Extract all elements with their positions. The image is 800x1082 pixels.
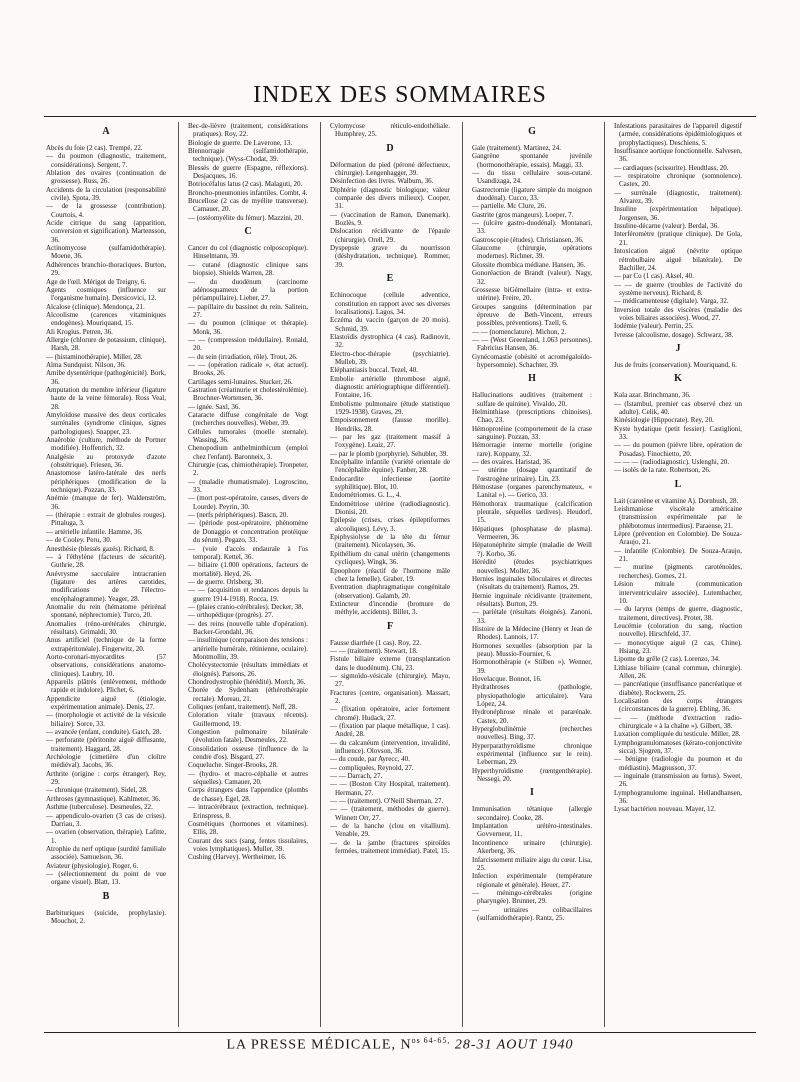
index-entry: — — (compression médullaire). Ronald, 20.: [188, 335, 308, 353]
index-entry: Anesthésie (blessés gazés). Richard, 8.: [46, 544, 155, 553]
index-entry: Gastrectomie (ligature simple du moignon duodénal). Cucco, 33.: [472, 185, 592, 203]
index-entry: Acide citrique du sang (apparition, conversion et signification). Martensson, 36.: [46, 219, 166, 244]
index-entry: Lysat bactérien nouveau. Mayer, 12.: [614, 805, 716, 814]
section-letter: C: [244, 226, 252, 238]
index-entry: Inversion totale des viscères (maladie des voies biliaires associées). Wood, 27.: [614, 305, 742, 322]
index-entry: — urinaires colibacillaires (sulfamidothérapie). Rantz, 25.: [472, 905, 592, 922]
index-entry: — — (méthode d'extraction radio-chirurgicale « à la chaîne »). Gilbert, 38.: [614, 713, 742, 730]
index-entry: Endométriomes. G. L., 4.: [330, 491, 402, 500]
index-entry: — orthopédique (progrès). 27.: [188, 611, 274, 620]
index-entry: Kyste hydatique (petit fessier). Castiglioni, 33.: [614, 424, 742, 441]
index-entry: — intracérébraux (extraction, technique). Erinspress, 8.: [188, 803, 308, 820]
index-entry: — — (acquisition et tendances depuis la guerre 1914-1918). Rocca, 19.: [188, 586, 308, 603]
index-entry: Anomalies (réno-urétérales chirurgie, résultats). Grimaldi, 30.: [46, 619, 166, 636]
index-entry: — — de guerre (troubles de l'activité du système nerveux). Richard, 8.: [614, 280, 742, 297]
index-entry: Eczéma du vaccin (garçon de 20 mois). Schmid, 39.: [330, 316, 450, 333]
index-entry: — (mort post-opératoire, causes, divers de Lourde). Peyrin, 30.: [188, 494, 308, 511]
index-entry: Gonoréaction de Brandt (valeur). Nagy, 32.: [472, 269, 592, 286]
index-entry: — — (traitement). O'Neill Sherman, 27.: [330, 797, 444, 806]
index-entry: Agents cosmiques (influence sur l'organisme humain). Dersicovici, 12.: [46, 285, 166, 303]
index-entry: Hémostase (organes parenchymateux, « Lanital »). — Gerico, 33.: [472, 483, 592, 500]
index-entry: — — — (radiodiagnostic). Uslenghi, 20.: [614, 458, 730, 467]
index-entry: Luxation compliquée du testicule. Miller, 28.: [614, 730, 741, 739]
index-entry: — de Cooley. Peru, 30.: [46, 536, 112, 545]
index-entry: — (morphologie et activité de la vésicule biliaire). Sorce, 33.: [46, 711, 166, 728]
index-entry: Cataracte diffuse congénitale de Vogt (recherches nouvelles). Weber, 39.: [188, 411, 308, 428]
index-entry: Hyperparathyroïdisme chronique expérimental (influence sur le rein). Leberman, 29.: [472, 741, 592, 767]
index-entry: Aorto-coronari-myocardites (57 observations, considérations anatomo-cliniques). Laubry, 10.: [46, 652, 166, 678]
top-rule: [44, 116, 756, 117]
index-entry: Echinocoque (cellule adventice, constitution en rapport avec ses diverses localisations). Lagos, 34.: [330, 291, 450, 316]
index-entry: — (maladie rhumatismale). Logroscino, 33.: [188, 477, 308, 495]
index-entry: Hydronéphrose rénale et pararénale. Castex, 20.: [472, 708, 592, 725]
index-column-3: [330, 122, 450, 1027]
bottom-rule: [44, 1032, 756, 1033]
index-entry: Epiphysiolyse de la tête du fémur (traitement). Nicolaysen, 36.: [330, 533, 450, 550]
index-entry: Botriocéfalus latus (2 cas). Malaguti, 20.: [188, 180, 303, 189]
index-entry: Cushing (Harvey). Wertheimer, 16.: [188, 853, 287, 862]
section-letter: H: [528, 373, 536, 385]
index-entry: Chenopodium anthelminthicum (emploi chez l'enfant). Baronneix, 3.: [188, 444, 308, 461]
index-entry: Biologie de guerre. De Laverone, 13.: [188, 138, 293, 147]
index-entry: Alma Sundquist. Nilson, 36.: [46, 360, 126, 369]
index-entry: Actinomycose (sulfamidothérapie). Moene, 36.: [46, 244, 166, 261]
page-title: INDEX DES SOMMAIRES: [253, 82, 547, 108]
index-entry: Consolidation osseuse (influence de la cendre d'os). Bisgard, 27.: [188, 744, 308, 762]
index-entry: — surrénale (diagnostic, traitement). Alvarez, 39.: [614, 188, 742, 206]
index-entry: Hémoprotéine (comportement de la crase sanguine). Pozzan, 33.: [472, 424, 592, 441]
index-entry: Endométriose utérine (radiodiagnostic). Dionisi, 20.: [330, 499, 450, 517]
index-entry: — de la jambe (fractures spiroïdes fermées, traitement immédiat). Patel, 15.: [330, 838, 450, 856]
index-entry: — — (West Greenland, 1.063 personnes). Fabricius Hansen, 36.: [472, 335, 592, 353]
index-entry: — par le plomb (porphyrie). Sehubler, 39.: [330, 449, 449, 458]
index-entry: Infestations parasitaires de l'appareil digestif (armée, considérations épidémiologiques et prophylactiques). Deschiens, 5.: [614, 122, 742, 147]
index-entry: Endocardite infectieuse (aortite syphilitique). Blot, 10.: [330, 474, 450, 492]
index-column-1: [46, 122, 166, 1027]
index-entry: Hydrathroses (pathologie, physiopathologie articulaire). Vara López, 24.: [472, 683, 592, 708]
index-entry: Castration (créatinurie et cholestérolémie). Brochner-Wortensen, 36.: [188, 385, 308, 403]
section-letter: F: [386, 620, 394, 632]
index-entry: Lésion mitrale (communication interventriculaire associée). Lutembacher, 10.: [614, 580, 742, 605]
index-entry: Grossesse biGémellaire (intra- et extra-utérine). Freire, 20.: [472, 285, 592, 303]
index-entry: Analgésie au protoxyde d'azote (obstétrique). Friesen, 36.: [46, 452, 166, 470]
index-entry: — du larynx (temps de guerre, diagnostic, traitement, directives). Protet, 38.: [614, 605, 742, 622]
section-letter: E: [386, 273, 394, 285]
index-entry: Allergie (chlorure de potassium, clinique), Harsh, 28.: [46, 335, 166, 353]
column-divider: [604, 122, 605, 1027]
index-entry: Appendicite aiguë (étiologie, expérimentation animale). Denis, 27.: [46, 694, 166, 712]
column-divider: [178, 122, 179, 1027]
index-entry: Adhérences branchio-thoraciques. Burton, 29.: [46, 260, 166, 278]
index-entry: Fistule biliaire externe (transplantation dans le duodénum). Chi, 23.: [330, 655, 450, 672]
index-entry: Diphtérie (diagnostic biologique; valeur comparée des divers milieux). Cooper, 31.: [330, 185, 450, 211]
index-entry: Amputation du membre inférieur (ligature haute de la veine fémorale). Ross Veal, 28.: [46, 385, 166, 411]
index-entry: Age de l'œil. Mérigot de Treigny, 6.: [46, 277, 147, 286]
index-entry: Insuline (expérimentation hépatique). Jorgensen, 36.: [614, 205, 742, 222]
index-entry: Hémothorax traumatique (calcification pleurale, séquelles tardives). Heudorf, 15.: [472, 499, 592, 525]
index-entry: — (ulcère gastro-duodénal). Montanari, 33.: [472, 219, 592, 236]
index-entry: Courant des sucs (sang, fentes tissulaires, voies lymphatiques). Muller, 39.: [188, 836, 308, 853]
index-entry: Gale (traitement). Martinez, 24.: [472, 144, 562, 152]
index-entry: — de guerre. Orlsberg, 30.: [188, 577, 264, 586]
index-entry: — — (opération radicale », état actuel). Brooks, 26.: [188, 360, 308, 378]
index-entry: Cellules tumorales (moelle sternale). Wassing, 36.: [188, 427, 308, 445]
index-entry: Incontinence urinaire (chirurgie). Akerberg, 36.: [472, 838, 592, 856]
index-entry: — chronique (traitement). Sidel, 28.: [46, 786, 148, 795]
index-entry: Epithélium du canal utérin (changements cycliques). Wingk, 36.: [330, 549, 450, 567]
index-entry: Insuffisance aortique fonctionnelle. Salvesen, 36.: [614, 147, 742, 164]
index-entry: — des ovaires. Haristad, 36.: [472, 458, 552, 467]
index-entry: Ali Krogius. Petren, 36.: [46, 327, 113, 336]
index-entry: Gynécomastie (obésité et acromégaloïdo-hypersomnie). Schachter, 39.: [472, 352, 592, 369]
index-entry: — utérine (dosage quantitatif de l'œstrogène urinaire). Lin, 23.: [472, 466, 592, 483]
footer-numbers: os 64-65,: [411, 1036, 451, 1045]
index-entry: — appendiculo-ovarien (3 cas de crises). Darriau, 3.: [46, 811, 166, 828]
index-entry: Leishmaniose viscérale américaine (transmission expérimentale par le phlébotomus intermedius). Paraense, 21.: [614, 505, 742, 530]
index-entry: — — (traitement, méthodes de guerre). Winnett Orr, 27.: [330, 805, 450, 822]
index-entry: Lipome du grêle (2 cas). Lorenzo, 34.: [614, 655, 720, 664]
index-entry: Lymphogranulomatoses (kérato-conjonctivite sicca). Sjogren, 37.: [614, 738, 742, 756]
index-entry: Désinfection des livres. Walbum, 36.: [330, 177, 434, 186]
index-entry: Jus de fruits (conservation). Mouriquand, 6.: [614, 360, 737, 369]
index-entry: — (histaminothérapie). Miller, 28.: [46, 352, 143, 361]
index-entry: Hépatiques (phosphatase de plasma). Vermeeren, 36.: [472, 524, 592, 542]
index-entry: — (plaies cranio-cérébrales). Decker, 38.: [188, 602, 304, 611]
index-entry: Anaérobie (culture, méthode de Portner modifiée). Hoffenrich, 32.: [46, 436, 166, 453]
column-divider: [320, 122, 321, 1027]
column-divider: [462, 122, 463, 1027]
index-entry: Congestion pulmonaire bilatérale (évolution fatale). Desmeules, 22.: [188, 728, 308, 745]
index-entry: — pariétale (résultats éloignés). Zanoni, 33.: [472, 608, 592, 625]
index-entry: Chirurgie (cas, chimiothérapie). Tronpeter, 2.: [188, 461, 308, 478]
index-entry: Epilepsie (crises, crises épileptiformes alcooliques). Lévy, 3.: [330, 516, 450, 533]
index-entry: Hépatonéphrite simple (maladie de Weill ?). Korbo, 36.: [472, 541, 592, 558]
index-entry: Cartilages semi-lunaires. Stucker, 26.: [188, 377, 293, 386]
index-entry: Infection expérimentale (température régionale et générale). Heuer, 27.: [472, 872, 592, 889]
index-entry: — sigmoïdo-vésicale (chirurgie). Mayo, 27.: [330, 671, 450, 689]
index-entry: Leucémie (coloration du sang, réaction nouvelle). Hirschfeld, 37.: [614, 621, 742, 639]
index-entry: — du poumon (clinique et thérapie). Monk, 36.: [188, 319, 308, 336]
index-entry: — du duodénum (carcinome adénosquameux de la portion périampullaire). Lieber, 27.: [188, 277, 308, 303]
index-entry: Atrophie du nerf optique (surdité familiale associée). Samuelson, 36.: [46, 844, 166, 862]
index-entry: Alcalose (clinique). Mendonça, 21.: [46, 302, 145, 311]
index-entry: Déformation du pied (péroné défectueux, chirurgie). Lengenhagger, 39.: [330, 160, 450, 178]
index-entry: — (fixation opératoire, acier fortement chromé). Hudack, 27.: [330, 705, 450, 722]
index-entry: — isolés de la rate. Robertson, 26.: [614, 466, 711, 475]
index-entry: Eventration diaphragmatique congénitale (observation). Galamb, 20.: [330, 583, 450, 600]
index-entry: Infarcissement miliaire aigu du cœur. Lisa, 25.: [472, 855, 592, 872]
index-entry: Fausse diarrhée (1 cas). Roy, 22.: [330, 638, 422, 647]
index-entry: — infantile (Colombie). De Souza-Araujo, 21.: [614, 546, 742, 564]
index-entry: Hallucinations auditives (traitement : sulfate de quinine). Vivaldo, 20.: [472, 391, 592, 408]
index-entry: Hérédité (études psychiatriques nouvelles). Moller, 36.: [472, 558, 592, 575]
index-entry: Lèpre (prévention en Colombie). De Souza-Araujo, 21.: [614, 530, 742, 547]
index-entry: Hernie inguinale récidivante (traitement, résultats). Burton, 29.: [472, 591, 592, 608]
index-entry: Ivresse (alcoolisme, dosage). Schwarz, 38.: [614, 330, 734, 339]
index-entry: Histoire de la Médecine (Henry et Jean de Rhodes). Lannois, 17.: [472, 624, 592, 642]
index-entry: — murine (pigments caroténoïdes, recherches). Gomes, 21.: [614, 563, 742, 580]
index-entry: Fractures (centre, organisation). Massart, 2.: [330, 688, 450, 705]
index-entry: Elastoïdis dystrophica (4 cas). Radinovit, 32.: [330, 332, 450, 350]
index-entry: Broncho-pneumonies infantiles. Combt, 4.: [188, 188, 308, 197]
index-entry: — insulinique (comparaison des tensions : artérielle humérale, rétinienne, oculaire). Montmollin, 39.: [188, 636, 308, 661]
index-entry: Ablation des ovaires (continuation de grossesse). Russ, 26.: [46, 169, 166, 186]
footer-journal: LA PRESSE MÉDICALE, N: [226, 1037, 412, 1053]
index-entry: Cholécystectomie (résultats immédiats et éloignés). Parsons, 26.: [188, 661, 308, 678]
index-entry: — de la grossesse (contribution). Courtois, 4.: [46, 202, 166, 219]
index-entry: Hormonothérapie (« Stilben »). Wenner, 39.: [472, 658, 592, 675]
index-entry: — par Co (1 cas). Aksel, 40.: [614, 272, 694, 281]
index-entry: — artérielle infantile. Hamme, 36.: [46, 527, 143, 536]
index-entry: — respiratoire chronique (somnolence). Castex, 20.: [614, 172, 742, 189]
index-entry: — ignée. Saxl, 36.: [188, 402, 241, 411]
section-letter: B: [102, 890, 110, 902]
index-entry: — papillaire du bassinet du rein. Salitein, 27.: [188, 302, 308, 319]
index-entry: Coliques (enfant, traitement). Neff, 28.: [188, 703, 298, 712]
footer: [0, 1036, 800, 1054]
index-entry: Lithiase biliaire (canal commun, chirurgie). Allen, 26.: [614, 663, 742, 680]
index-entry: Appareils plâtrés (enlèvement, méthode rapide et indolore). Plichet, 6.: [46, 678, 166, 695]
index-entry: Chondrodystrophie (hérédité). Morch, 36.: [188, 678, 306, 686]
index-entry: Groupes sanguins (détermination par épreuve de Beth-Vincent, erreurs possibles, préventions). Tzell, 6.: [472, 302, 592, 328]
index-entry: — du poumon (diagnostic, traitement, considérations). Sergent, 7.: [46, 152, 166, 169]
index-entry: Gastrite (gros mangeurs). Loeper, 7.: [472, 210, 574, 219]
index-entry: Electro-choc-thérapie (psychiatrie). Mulleb, 39.: [330, 349, 450, 366]
index-entry: Hémorragie interne mortelle (origine rare). Koppany, 32.: [472, 441, 592, 458]
index-entry: Arthroses (gymnastique). Kahlmeter, 36.: [46, 794, 161, 803]
index-entry: — (thérapie : extrait de globules rouges). Pittaluga, 3.: [46, 511, 166, 528]
index-entry: Arthrite (origine : corps étranger). Rey, 29.: [46, 769, 166, 787]
index-entry: Gangrène spontanée juvénile (hormonothérapie, essais). Maggi, 33.: [472, 152, 592, 169]
index-entry: — méningo-cérébrales (origine pharyngée). Brunner, 29.: [472, 888, 592, 906]
index-entry: — ovarien (observation, thérapie). Lafitte, 1.: [46, 828, 166, 845]
index-entry: Anomalie du rein (hématome périrénal spontané, néphrectomie). Turco, 20.: [46, 602, 166, 620]
index-column-4: [472, 122, 592, 1027]
index-entry: — — Darrach, 27.: [330, 772, 383, 781]
index-entry: Archéologie (cimetière d'un cloître médiéval). Jacobs, 36.: [46, 753, 166, 770]
index-entry: Extincteur d'incendie (bromure de méthyle, accidents). Billet, 3.: [330, 599, 450, 617]
index-entry: Dyspepsie grave du nourrisson (déshydratation, technique). Rommer, 39.: [330, 244, 450, 269]
index-entry: Anévrysme sacculaire intracranien (ligature des artères carotides, modifications de l'électro-encéphalogramme). Yeager, 28.: [46, 569, 166, 603]
index-entry: Aviateur (physiologie). Roger, 6.: [46, 861, 139, 870]
index-entry: — (hydro- et macro-céphalie et autres séquelles). Camauer, 20.: [188, 769, 308, 787]
index-entry: Empoisonnement (fausse morille). Hendriks, 28.: [330, 416, 450, 433]
index-entry: — inguinale (transmission au fœtus). Sweet, 26.: [614, 772, 742, 789]
index-entry: Anémie (manque de fer). Waldenström, 36.: [46, 494, 166, 511]
index-entry: Implantation urétéro-intestinales. Govverneur, 11.: [472, 822, 592, 839]
index-entry: — biliaire (1.000 opérations, facteurs de mortalité). Heyd, 26.: [188, 561, 308, 578]
index-entry: Amyloïdose massive des deux corticales surrénales (syndrome clinique, signes pathologiques). Snapper, 23.: [46, 411, 166, 436]
index-entry: — à l'éthylène (facteurs de sécurité). Guthrie, 28.: [46, 552, 166, 570]
index-entry: Embolisme pulmonaire (étude statistique 1929-1938). Graves, 29.: [330, 399, 450, 416]
index-entry: Coloration vitale (travaux récents). Guillermond, 19.: [188, 711, 308, 728]
index-entry: Anus artificiel (technique de la forme extrapéritonéale). Fingerwitz, 20.: [46, 636, 166, 653]
index-entry: — du coude, par Ayrecc, 40.: [330, 755, 410, 764]
index-entry: — partielle. Mc Clure, 26.: [472, 202, 547, 211]
index-entry: — (nerfs périphériques). Bascn, 20.: [188, 511, 289, 520]
index-entry: — du calcanéum (intervention, invalidité, influence). Olovson, 36.: [330, 738, 450, 756]
index-entry: Dislocation récidivante de l'épaule (chirurgie). Orell, 29.: [330, 227, 450, 244]
index-entry: — cardiaques (scissurite). Heudtlass, 20.: [614, 163, 729, 172]
index-entry: Anastomose latéro-latérale des nerfs périphériques (modification de la technique). Pozzan, 33.: [46, 469, 166, 495]
index-entry: Bec-de-lièvre (traitement, considérations pratiques). Roy, 22.: [188, 122, 308, 139]
section-letter: I: [530, 787, 534, 799]
index-entry: Blessés de guerre (Espagne, réflexions). Desjacques, 16.: [188, 163, 308, 181]
index-entry: — bénigne (radiologie du poumon et du médiastin). Magnusson, 37.: [614, 755, 742, 772]
index-entry: — compliquées, Reynold, 27.: [330, 763, 414, 772]
index-entry: — perforante (péritonite aiguë diffusante, traitement). Haggard, 28.: [46, 736, 166, 753]
index-entry: Hormones sexuelles (absorption par la peau). Mussio-Fournier, 6.: [472, 641, 592, 658]
index-entry: Iodémie (valeur). Perrin, 25.: [614, 322, 694, 331]
index-entry: Eléphantiasis buccal. Tezel, 40.: [330, 366, 419, 375]
index-entry: — médicamenteuse (digitale). Varga, 32.: [614, 297, 729, 306]
footer-date: 28-31 AOUT 1940: [454, 1037, 574, 1053]
section-letter: J: [675, 342, 681, 354]
index-entry: — (fixation par plaque métallique, 1 cas). André, 28.: [330, 722, 450, 739]
index-entry: Hernies inguinales biloculaires et directes (résultats du traitement). Ramos, 29.: [472, 574, 592, 592]
index-entry: Hyperthyroïdisme (rœntgenthérapie). Nessegi, 20.: [472, 766, 592, 784]
index-column-2: [188, 122, 308, 1027]
section-letter: L: [674, 478, 682, 490]
index-entry: — — (traitement). Stewart, 18.: [330, 646, 418, 655]
index-entry: Hyperglobulinémie (recherches nouvelles). Bing, 37.: [472, 725, 592, 742]
index-entry: — — du poumon (pièvre libre, opération de Posadas). Finochietto, 20.: [614, 441, 742, 458]
index-entry: — (voie d'accès endaurale à l'os temporal). Kettel, 36.: [188, 544, 308, 561]
index-entry: — du sein (irradiation, rôle). Trout, 26.: [188, 352, 298, 361]
index-entry: Cancer du col (diagnostic colposcopique). Hinselmann, 39.: [188, 244, 308, 261]
index-entry: — des reins (nouvelle table d'opération). Backer-Grondahl, 36.: [188, 619, 308, 636]
index-entry: Abcès du foie (2 cas). Trempé, 22.: [46, 144, 143, 152]
index-entry: Interféromètre (pratique clinique). De Gola, 21.: [614, 230, 742, 247]
index-entry: Encéphalite infantile (variété orientale de l'encéphalite équine). Fanber, 28.: [330, 458, 450, 475]
index-entry: Cylomycose réticulo-endothéliale. Humphrey, 25.: [330, 122, 450, 139]
index-entry: Glossite rhombica médiane. Hansen, 36.: [472, 260, 586, 269]
index-entry: Kinésiologie (Hippocrate). Rey, 20.: [614, 416, 714, 425]
index-entry: — (vaccination de Ramon, Danemark). Bozlès, 9.: [330, 210, 450, 228]
index-entry: Lait (carotène et vitamine A). Dornbush, 28.: [614, 496, 739, 505]
index-entry: Accidents de la circulation (responsabilité civile). Spota, 39.: [46, 185, 166, 203]
index-entry: Barbituriques (suicide, prophylaxie). Mouchot, 2.: [46, 908, 166, 925]
index-entry: — pancréatique (insuffisance pancréatique et diabète). Rockwern, 25.: [614, 680, 742, 697]
index-entry: Glaucome (chirurgie, opérations modernes). Richner, 39.: [472, 244, 592, 261]
index-entry: Corps étrangers dans l'appendice (plombs de chasse). Egel, 28.: [188, 786, 308, 803]
index-entry: Coqueluche. Singer-Brooks, 28.: [188, 761, 278, 770]
index-entry: Immunisation tétanique (allergie secondaire). Cooke, 28.: [472, 805, 592, 822]
index-entry: Hovelacque. Bonnot, 16.: [472, 674, 542, 683]
index-entry: — avancée (enfant, conduite). Gatch, 28.: [46, 728, 162, 737]
index-entry: — — (Boston City Hospital, traitement). Hermann, 27.: [330, 780, 450, 797]
index-entry: Brucellose (2 cas de myélite transverse). Camauer, 20.: [188, 197, 308, 214]
index-entry: Epoophore (réactif de l'hormone mâle chez la femelle). Graber, 19.: [330, 566, 450, 583]
index-entry: Blennorragie (sulfamidothérapie, technique). (Wyss-Chodat, 39.: [188, 147, 308, 164]
index-entry: Localisation des corps étrangers (circonstances de la guerre). Ebling, 36.: [614, 696, 742, 714]
index-entry: — (période post-opératoire, phénomène de Donaggio et concentration protéique du sérum). Pegazo, 33.: [188, 519, 308, 545]
index-entry: — du tissu cellulaire sous-cutané. Usandizaga, 24.: [472, 169, 592, 186]
index-entry: Embolie artérielle (thrombose aiguë, diagnostic artériographique différentiel). Fontaine, 16.: [330, 374, 450, 400]
index-entry: — monocytique aiguë (2 cas, Chine). Hsiang, 23.: [614, 638, 742, 655]
index-entry: Cosmétiques (hormones et vitamines). Ellis, 28.: [188, 819, 308, 837]
index-entry: Alcoolisme (carences vitaminiques endogènes). Mouriquand, 15.: [46, 310, 166, 328]
section-letter: D: [386, 142, 394, 154]
index-entry: — (sélectionnement du point de vue organe visuel). Blatt, 13.: [46, 869, 166, 887]
index-entry: — par les gaz (traitement massif à l'oxygène). Leaiz, 27.: [330, 433, 450, 450]
index-entry: Gastroscopie (études). Christiansen, 36.: [472, 235, 584, 244]
index-entry: — (ostéomyélite du fémur). Mazzini, 20.: [188, 213, 304, 222]
index-entry: Helminthiase (prescriptions chinoises). Chao, 23.: [472, 407, 592, 425]
index-entry: Chorée de Sydenham (éthérothérapie rectale). Moreau, 21.: [188, 686, 308, 703]
index-entry: — (Istambul, premier cas observé chez un adulte). Celik, 40.: [614, 399, 742, 416]
section-letter: A: [102, 126, 110, 137]
index-entry: Asthme (tuberculose). Desmeules, 22.: [46, 803, 153, 812]
index-column-5: [614, 122, 742, 1027]
index-entry: — — (nomenclature). Michon, 2.: [472, 327, 567, 336]
index-entry: Amibe dysentérique (pathogénicité). Bork, 36.: [46, 369, 166, 386]
index-entry: — de la hanche (clou en vitallium). Venable, 29.: [330, 822, 450, 839]
index-entry: Kala azar. Brinchmann, 36.: [614, 391, 691, 400]
section-letter: G: [528, 126, 536, 137]
index-entry: Insuline-décarne (valeur). Berdal, 36.: [614, 222, 719, 231]
index-entry: Lymphogranulome inguinal. Hellandhansen, 36.: [614, 788, 742, 806]
section-letter: K: [674, 373, 682, 385]
index-entry: — cutané (diagnostic clinique sans biopsie). Shields Warren, 28.: [188, 260, 308, 278]
index-entry: Intoxication aiguë (névrite optique rétrobulbaire aiguë bilatérale). De Bachiller, 24.: [614, 247, 742, 272]
